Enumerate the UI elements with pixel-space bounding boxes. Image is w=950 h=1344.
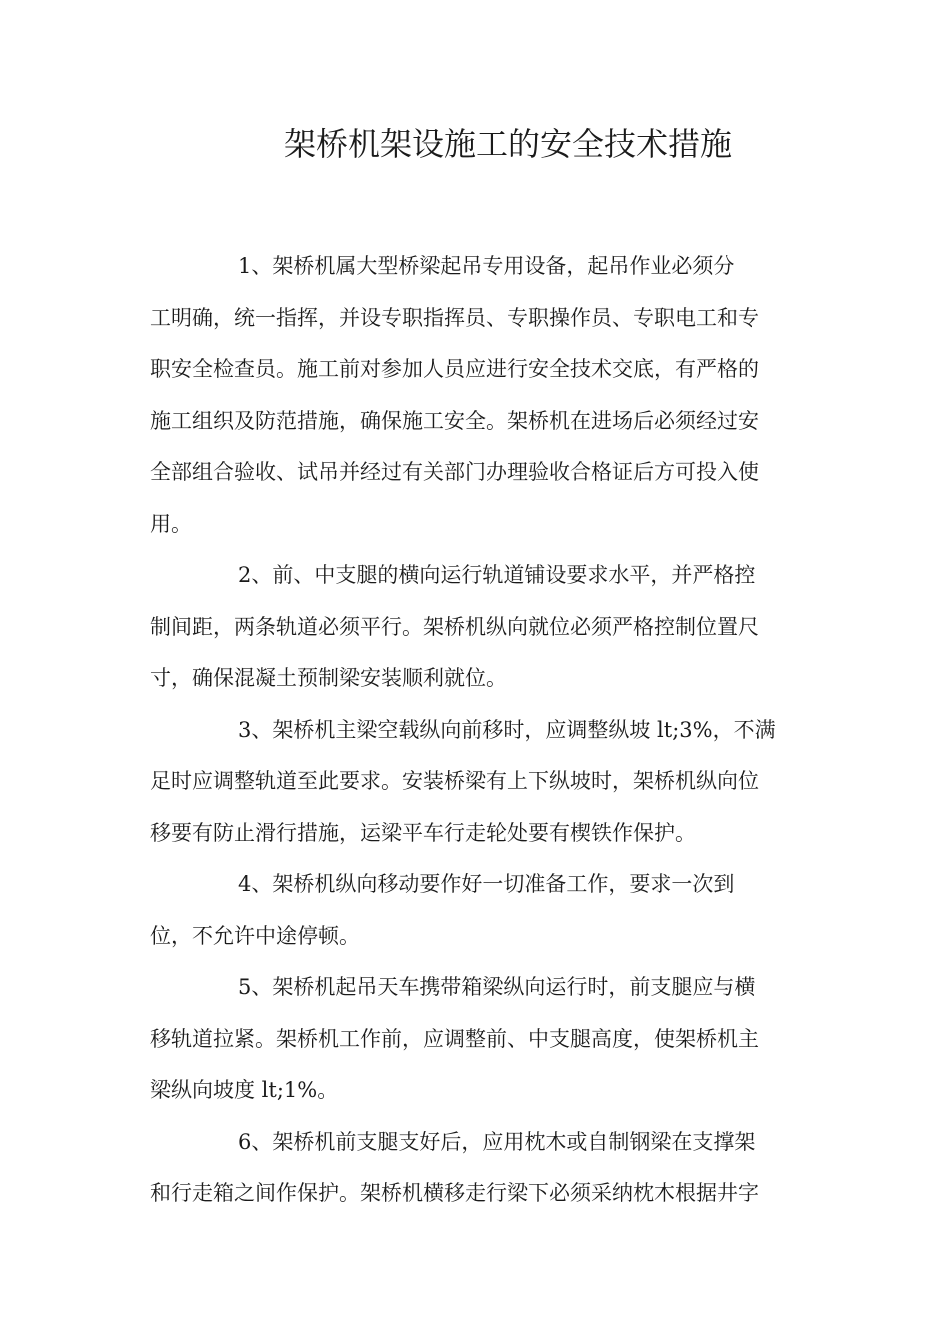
paragraph-line: 寸，确保混凝土预制梁安装顺利就位。	[150, 666, 507, 690]
paragraph-line: 2、前、中支腿的横向运行轨道铺设要求水平，并严格控	[238, 563, 756, 587]
paragraph-6	[150, 1117, 800, 1220]
paragraph-line: 移轨道拉紧。架桥机工作前，应调整前、中支腿高度，使架桥机主	[150, 1026, 759, 1051]
document-title: 架桥机架设施工的安全技术措施	[283, 125, 732, 163]
document-body	[150, 241, 800, 1220]
paragraph-5	[150, 962, 800, 1117]
paragraph-4	[150, 859, 800, 962]
paragraph-line: 移要有防止滑行措施，运梁平车行走轮处要有楔铁作保护。	[150, 820, 696, 845]
paragraph-line: 和行走箱之间作保护。架桥机横移走行梁下必须采纳枕木根据井字	[150, 1181, 759, 1205]
paragraph-line: 职安全检查员。施工前对参加人员应进行安全技术交底，有严格的	[150, 357, 759, 381]
paragraph-line: 5、架桥机起吊天车携带箱梁纵向运行时，前支腿应与横	[238, 975, 756, 999]
paragraph-1	[150, 241, 800, 550]
paragraph-line: 足时应调整轨道至此要求。安装桥梁有上下纵坡时，架桥机纵向位	[150, 769, 759, 793]
paragraph-line: 用。	[150, 511, 192, 536]
paragraph-line: 工明确，统一指挥，并设专职指挥员、专职操作员、专职电工和专	[150, 305, 759, 330]
paragraph-line: 3、架桥机主梁空载纵向前移时，应调整纵坡 lt;3%，不满	[238, 717, 776, 742]
paragraph-2	[150, 550, 800, 705]
paragraph-line: 1、架桥机属大型桥梁起吊专用设备，起吊作业必须分	[238, 254, 735, 278]
paragraph-line: 全部组合验收、试吊并经过有关部门办理验收合格证后方可投入使	[150, 460, 759, 484]
paragraph-line: 制间距，两条轨道必须平行。架桥机纵向就位必须严格控制位置尺	[150, 614, 759, 639]
paragraph-line: 施工组织及防范措施，确保施工安全。架桥机在进场后必须经过安	[150, 408, 759, 433]
paragraph-line: 梁纵向坡度 lt;1%。	[150, 1078, 339, 1102]
paragraph-line: 4、架桥机纵向移动要作好一切准备工作，要求一次到	[238, 872, 735, 896]
paragraph-line: 6、架桥机前支腿支好后，应用枕木或自制钢梁在支撑架	[238, 1129, 756, 1154]
paragraph-line: 位，不允许中途停顿。	[150, 923, 360, 948]
paragraph-3	[150, 705, 800, 860]
